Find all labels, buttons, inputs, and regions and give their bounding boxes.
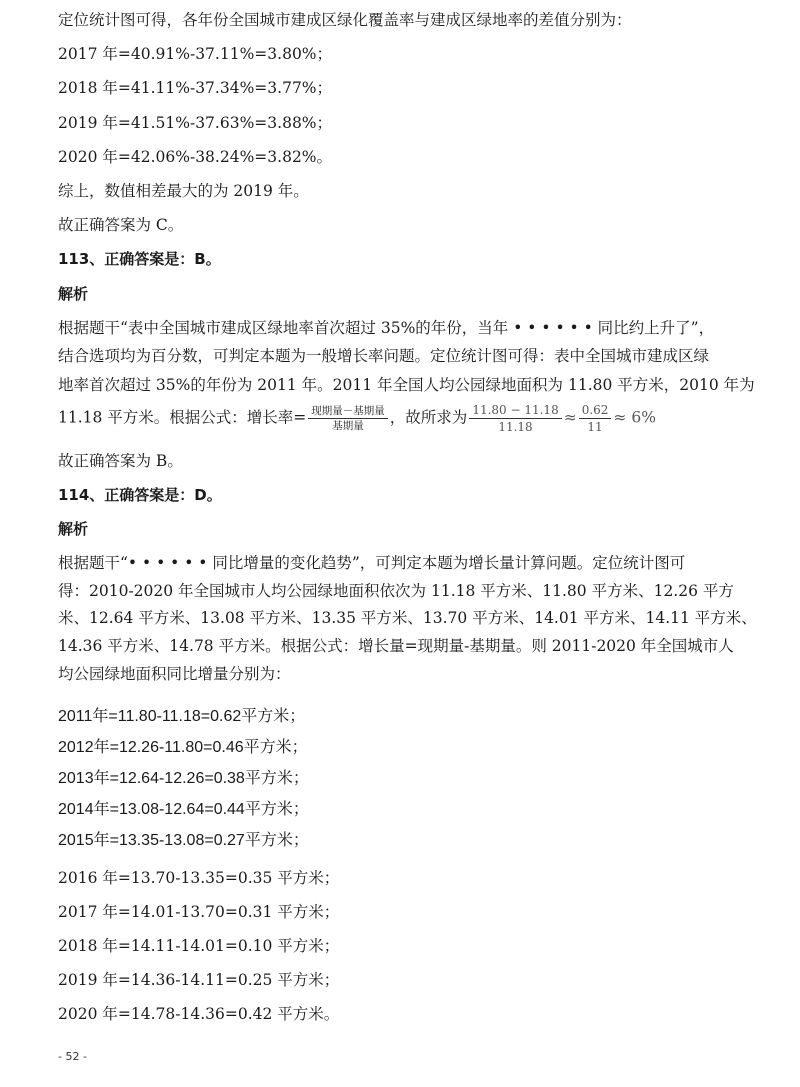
calc-line: 2019 年=14.36-14.11=0.25 平方米； bbox=[58, 971, 340, 989]
paragraph-line: 定位统计图可得，各年份全国城市建成区绿化覆盖率与建成区绿地率的差值分别为： bbox=[58, 11, 632, 29]
paragraph-line: 得：2010-2020 年全国城市人均公园绿地面积依次为 11.18 平方米、11.80 平方米、12.26 平方 bbox=[58, 582, 734, 600]
calc-line: 2016 年=13.70-13.35=0.35 平方米； bbox=[58, 869, 340, 887]
calc-numerator: 11.80 − 11.18 bbox=[469, 404, 561, 419]
calc-line: 2011年=11.80-11.18=0.62平方米； bbox=[58, 708, 306, 725]
formula-line bbox=[58, 404, 656, 433]
calc-line: 2018 年=41.11%-37.34%=3.77%； bbox=[58, 79, 333, 97]
paragraph-line: 米、12.64 平方米、13.08 平方米、13.35 平方米、13.70 平方米、14.01 平方米、14.11 平方米、 bbox=[58, 609, 757, 627]
answer-line: 故正确答案为 C。 bbox=[58, 216, 184, 234]
paragraph-line: 根据题干“表中全国城市建成区绿地率首次超过 35%的年份，当年 • • • • • • 同比约上升了”， bbox=[58, 319, 715, 337]
calc-line: 2020 年=14.78-14.36=0.42 平方米。 bbox=[58, 1005, 340, 1023]
calc-denominator: 11 bbox=[587, 420, 603, 434]
formula-denominator: 基期量 bbox=[332, 420, 364, 432]
formula-numerator: 现期量－基期量 bbox=[308, 406, 388, 420]
paragraph-line: 14.36 平方米、14.78 平方米。根据公式：增长量=现期量-基期量。则 2011-2020 年全国城市人 bbox=[58, 637, 734, 655]
paragraph-line: 根据题干“• • • • • • 同比增量的变化趋势”，可判定本题为增长量计算问题。定位统计图可 bbox=[58, 554, 686, 572]
calc-numerator: 0.62 bbox=[579, 404, 612, 419]
answer-line: 故正确答案为 B。 bbox=[58, 452, 183, 470]
paragraph-line: 均公园绿地面积同比增量分别为： bbox=[58, 665, 291, 683]
conclusion-line: 综上，数值相差最大的为 2019 年。 bbox=[58, 182, 309, 200]
analysis-heading: 解析 bbox=[58, 285, 89, 303]
calc-fraction bbox=[469, 404, 561, 433]
calc-line: 2014年=13.08-12.64=0.44平方米； bbox=[58, 801, 309, 818]
analysis-heading: 解析 bbox=[58, 520, 89, 538]
calc-denominator: 11.18 bbox=[498, 420, 533, 434]
question-114-heading: 114、正确答案是：D。 bbox=[58, 486, 222, 504]
formula-text: 11.18 平方米。根据公式：增长率= bbox=[58, 408, 307, 427]
formula-text: ，故所求为 bbox=[389, 408, 468, 427]
paragraph-line: 结合选项均为百分数，可判定本题为一般增长率问题。定位统计图可得：表中全国城市建成区绿 bbox=[58, 347, 710, 365]
calc-line: 2015年=13.35-13.08=0.27平方米； bbox=[58, 832, 309, 849]
calc-line: 2012年=12.26-11.80=0.46平方米； bbox=[58, 739, 308, 756]
calc-line: 2017 年=14.01-13.70=0.31 平方米； bbox=[58, 903, 340, 921]
calc-line: 2019 年=41.51%-37.63%=3.88%； bbox=[58, 114, 333, 132]
calc-fraction bbox=[579, 404, 612, 433]
calc-line: 2017 年=40.91%-37.11%=3.80%； bbox=[58, 45, 333, 63]
paragraph-line: 地率首次超过 35%的年份为 2011 年。2011 年全国人均公园绿地面积为 11.80 平方米，2010 年为 bbox=[58, 376, 755, 394]
page-number: - 52 - bbox=[58, 1050, 87, 1063]
approx-result: ≈ 6% bbox=[613, 408, 656, 427]
calc-line: 2020 年=42.06%-38.24%=3.82%。 bbox=[58, 148, 333, 166]
growth-rate-formula bbox=[308, 406, 388, 432]
calc-line: 2013年=12.64-12.26=0.38平方米； bbox=[58, 770, 309, 787]
approx-symbol: ≈ bbox=[563, 408, 577, 427]
calc-line: 2018 年=14.11-14.01=0.10 平方米； bbox=[58, 937, 340, 955]
question-113-heading: 113、正确答案是：B。 bbox=[58, 250, 221, 268]
